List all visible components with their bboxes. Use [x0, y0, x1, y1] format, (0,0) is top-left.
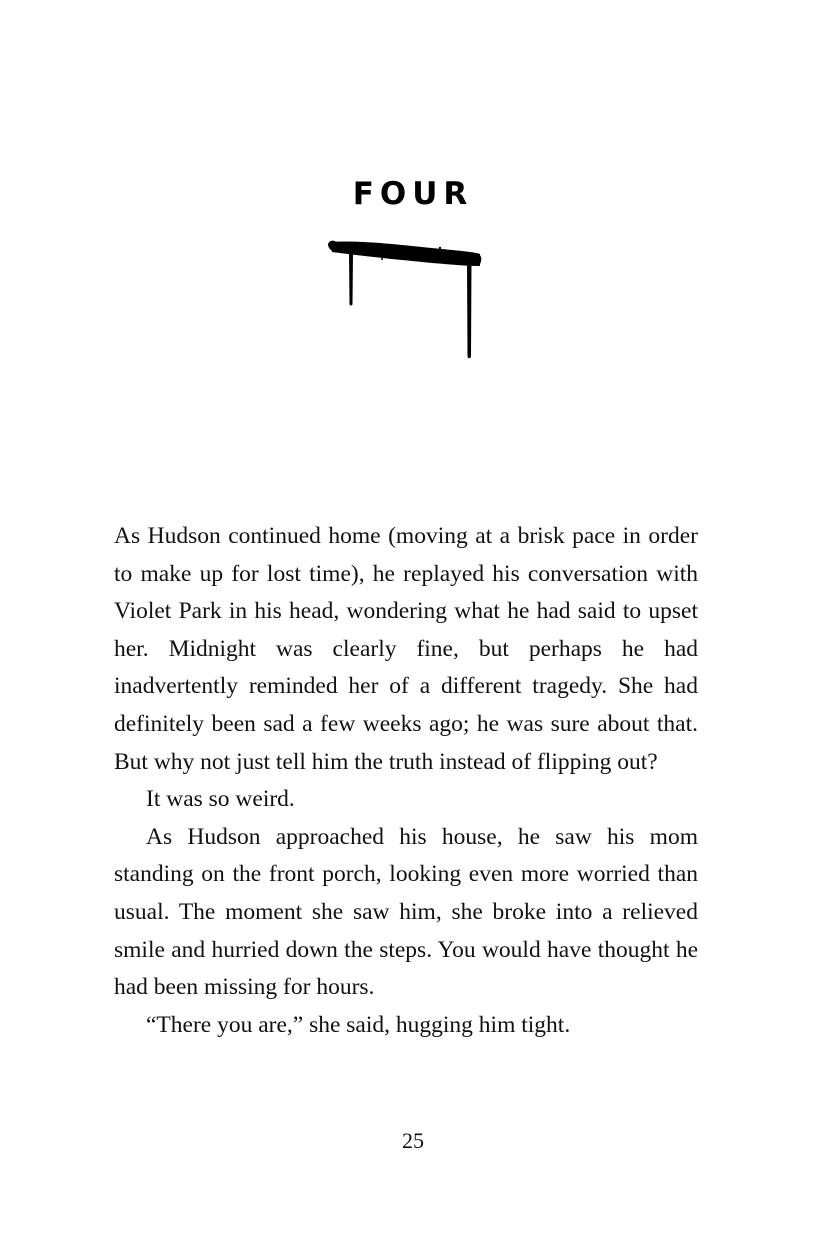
- paragraph: As Hudson approached his house, he saw his mom standing on the front porch, looking even more worried than usual. The moment she saw him, she broke into a relieved smile and hurried down the steps. You would have thought he had been missing for hours.: [114, 823, 698, 1001]
- paragraph: It was so weird.: [146, 786, 295, 813]
- chapter-body: [114, 518, 698, 1044]
- page-number: 25: [402, 1128, 424, 1153]
- ink-drip-bar-icon: [322, 232, 492, 364]
- paragraph: “There you are,” she said, hugging him tight.: [146, 1011, 571, 1038]
- paragraph: As Hudson continued home (moving at a brisk pace in order to make up for lost time), he replayed his conversation with Violet Park in his head, wondering what he had said to upset her. Midnight was clearly fine, but perhaps he had inadvertently reminded her of a different tragedy. She had definitely been sad a few weeks ago; he was sure about that. But why not just tell him the truth instead of flipping out?: [114, 523, 698, 775]
- chapter-title: FOUR: [352, 176, 474, 212]
